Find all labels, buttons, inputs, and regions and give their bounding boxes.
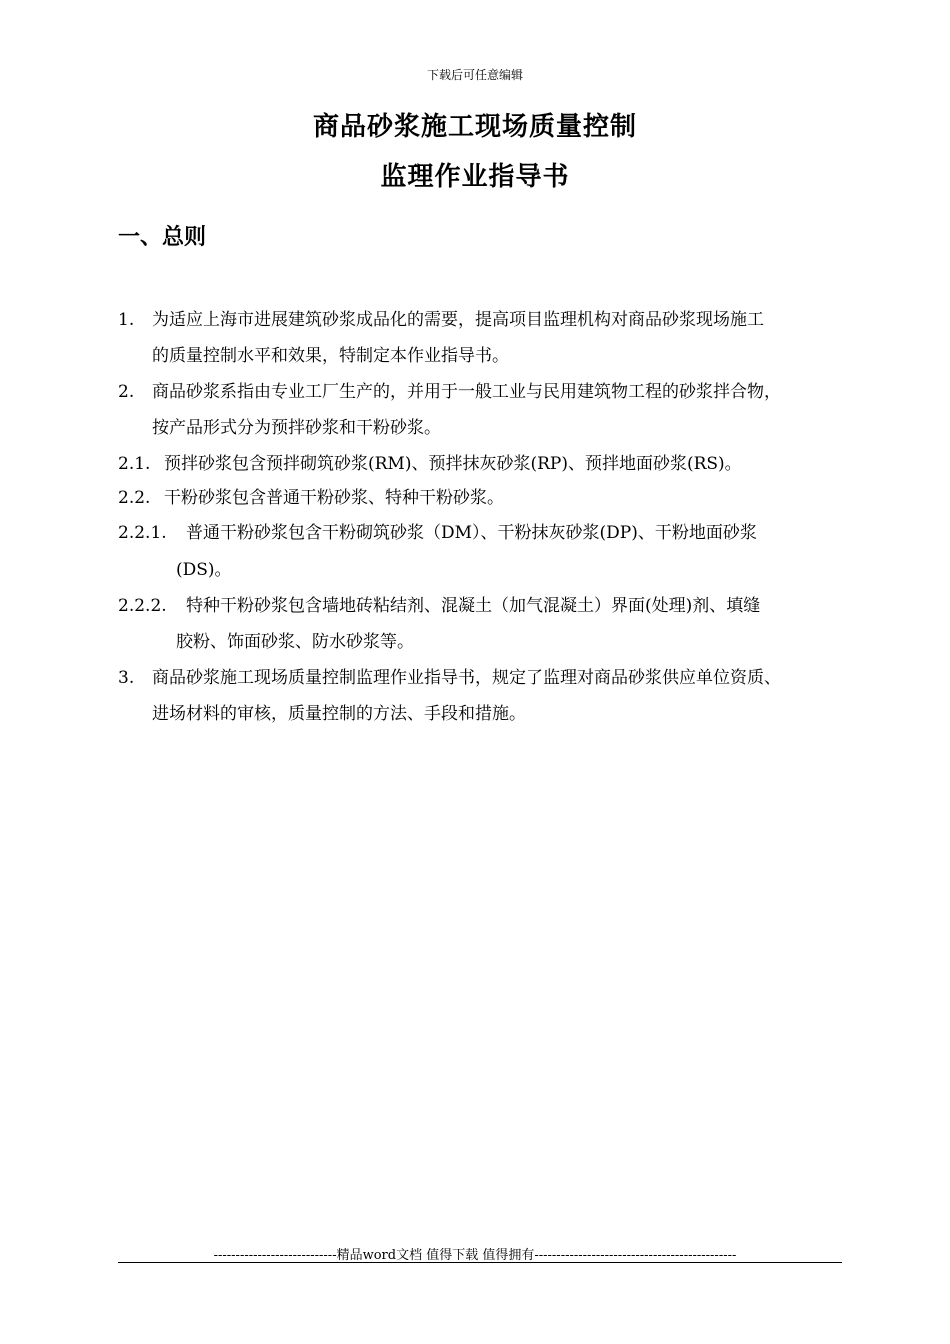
item-3-number: 3.	[118, 668, 135, 688]
item-1-number: 1.	[118, 310, 135, 330]
item-2-2-1-number: 2.2.1.	[118, 523, 167, 543]
item-2-2-2-line2: 胶粉、饰面砂浆、防水砂浆等。	[176, 632, 414, 652]
item-2-2-number: 2.2.	[118, 488, 151, 508]
item-2-line1: 商品砂浆系指由专业工厂生产的，并用于一般工业与民用建筑物工程的砂浆拌合物，	[152, 382, 781, 402]
footer-note: ----------------------------精品word文档 值得下载 值得拥有----------------------------------------------	[213, 1248, 737, 1263]
item-1-line2: 的质量控制水平和效果，特制定本作业指导书。	[152, 346, 509, 366]
item-3-line1: 商品砂浆施工现场质量控制监理作业指导书，规定了监理对商品砂浆供应单位资质、	[152, 668, 781, 688]
document-title-line2: 监理作业指导书	[380, 162, 570, 192]
item-2-1-number: 2.1.	[118, 454, 151, 474]
item-2-2-1-line2: (DS)。	[176, 560, 232, 580]
header-note: 下载后可任意编辑	[426, 68, 523, 82]
item-2-2-line1: 干粉砂浆包含普通干粉砂浆、特种干粉砂浆。	[164, 488, 504, 508]
footer-rule	[118, 1262, 842, 1263]
item-2-2-2-line1: 特种干粉砂浆包含墙地砖粘结剂、混凝土（加气混凝土）界面(处理)剂、填缝	[186, 596, 761, 616]
item-2-2-1-line1: 普通干粉砂浆包含干粉砌筑砂浆（DM）、干粉抹灰砂浆(DP)、干粉地面砂浆	[186, 523, 757, 543]
item-2-2-2-number: 2.2.2.	[118, 596, 167, 616]
item-3-line2: 进场材料的审核，质量控制的方法、手段和措施。	[152, 704, 526, 724]
item-1-line1: 为适应上海市进展建筑砂浆成品化的需要，提高项目监理机构对商品砂浆现场施工	[152, 310, 764, 330]
item-2-number: 2.	[118, 382, 135, 402]
item-2-line2: 按产品形式分为预拌砂浆和干粉砂浆。	[152, 418, 441, 438]
section-heading: 一、总则	[118, 225, 207, 250]
document-title-line1: 商品砂浆施工现场质量控制	[312, 112, 637, 142]
item-2-1-line1: 预拌砂浆包含预拌砌筑砂浆(RM)、预拌抹灰砂浆(RP)、预拌地面砂浆(RS)。	[164, 454, 742, 474]
